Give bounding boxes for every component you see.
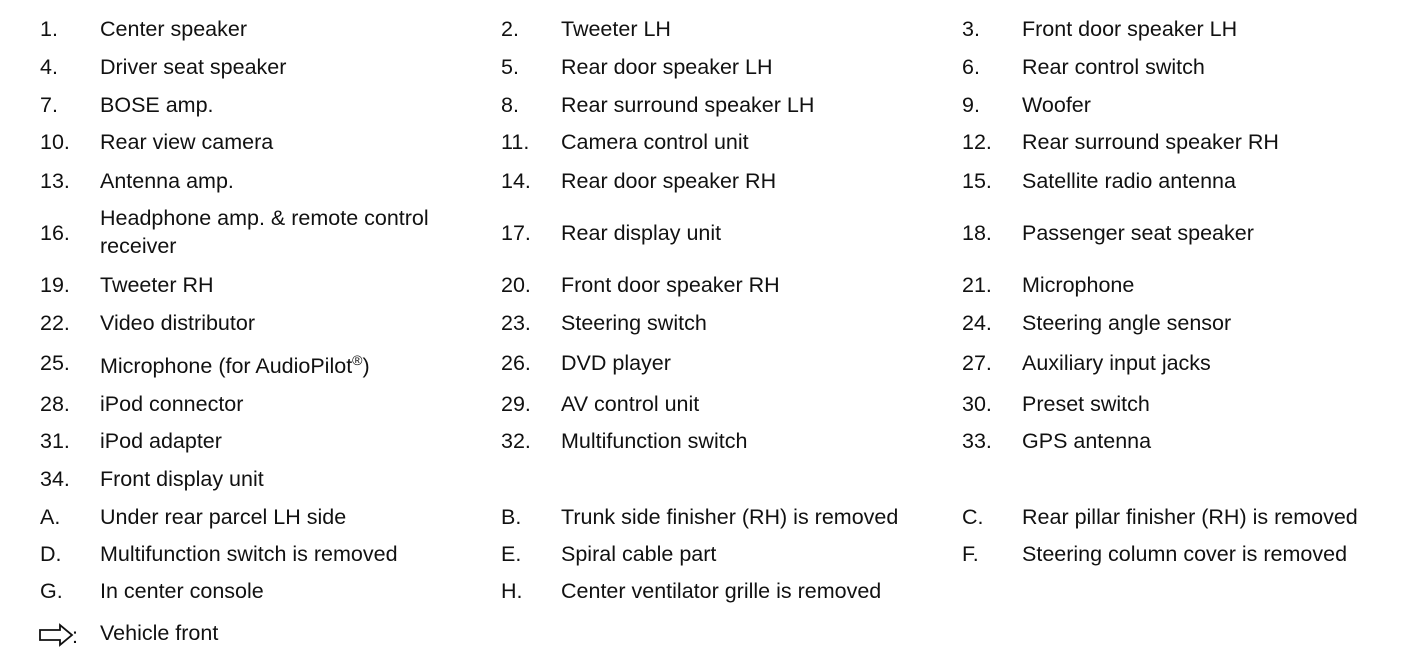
item-number: 25. [40, 351, 70, 375]
item-label: Under rear parcel LH side [100, 505, 347, 529]
item-label: Rear control switch [1022, 55, 1205, 79]
legend-row [0, 576, 1408, 606]
legend-row [0, 14, 1408, 44]
item-number: 4. [40, 55, 58, 79]
item-number: 14. [501, 169, 531, 193]
item-number: 31. [40, 429, 70, 453]
legend-row [0, 426, 1408, 456]
legend-row [0, 389, 1408, 419]
item-label: Trunk side finisher (RH) is removed [561, 505, 899, 529]
legend-item [0, 206, 470, 258]
item-label: Driver seat speaker [100, 55, 287, 79]
legend-item [0, 166, 470, 196]
item-letter: D. [40, 542, 62, 566]
item-number: 7. [40, 93, 58, 117]
legend-item [0, 502, 470, 532]
item-number: 26. [501, 351, 531, 375]
legend-item [0, 127, 470, 157]
legend-item [0, 389, 470, 419]
item-label-text: Microphone (for AudioPilot [100, 354, 353, 378]
legend-item [0, 308, 470, 338]
item-number: 18. [962, 221, 992, 245]
item-number: 33. [962, 429, 992, 453]
item-number: 27. [962, 351, 992, 375]
legend-item [0, 539, 470, 569]
item-label: BOSE amp. [100, 93, 214, 117]
item-number: 16. [40, 221, 70, 245]
item-letter: B. [501, 505, 522, 529]
item-number: 13. [40, 169, 70, 193]
item-label: Rear surround speaker RH [1022, 130, 1279, 154]
item-label: Woofer [1022, 93, 1091, 117]
legend-item [0, 14, 470, 44]
item-label: Auxiliary input jacks [1022, 351, 1211, 375]
item-label: Front display unit [100, 467, 264, 491]
legend-item [0, 426, 470, 456]
item-label-continued: receiver [100, 234, 177, 258]
legend-item [0, 90, 470, 120]
item-number: 29. [501, 392, 531, 416]
legend-row [0, 348, 1408, 378]
item-label: Preset switch [1022, 392, 1150, 416]
vehicle-front-legend [0, 617, 400, 649]
item-label: AV control unit [561, 392, 700, 416]
item-number: 3. [962, 17, 980, 41]
item-label: Passenger seat speaker [1022, 221, 1254, 245]
item-number: 19. [40, 273, 70, 297]
item-number: 30. [962, 392, 992, 416]
registered-mark: ® [352, 351, 363, 368]
legend-item [0, 270, 470, 300]
item-label: Tweeter RH [100, 273, 214, 297]
item-label: Microphone [1022, 273, 1135, 297]
item-letter: E. [501, 542, 522, 566]
item-letter: A. [40, 505, 61, 529]
item-label: iPod adapter [100, 429, 222, 453]
legend-row [0, 502, 1408, 532]
item-number: 22. [40, 311, 70, 335]
item-label: Rear surround speaker LH [561, 93, 815, 117]
item-label: iPod connector [100, 392, 244, 416]
item-label: Center ventilator grille is removed [561, 579, 882, 603]
legend-row [0, 539, 1408, 569]
item-number: 34. [40, 467, 70, 491]
item-letter: G. [40, 579, 63, 603]
item-label: Steering column cover is removed [1022, 542, 1348, 566]
item-label: Camera control unit [561, 130, 749, 154]
item-label: Satellite radio antenna [1022, 169, 1236, 193]
legend-row [0, 308, 1408, 338]
legend-item [0, 576, 470, 606]
item-number: 15. [962, 169, 992, 193]
item-label: Spiral cable part [561, 542, 717, 566]
item-number: 10. [40, 130, 70, 154]
item-label: Rear door speaker RH [561, 169, 777, 193]
item-number: 6. [962, 55, 980, 79]
item-number: 23. [501, 311, 531, 335]
legend-row [0, 166, 1408, 196]
item-number: 5. [501, 55, 519, 79]
vehicle-front-label: Vehicle front [100, 621, 219, 645]
item-number: 28. [40, 392, 70, 416]
item-label: Headphone amp. & remote control [100, 206, 429, 230]
item-label: Multifunction switch is removed [100, 542, 398, 566]
item-number: 11. [501, 130, 530, 154]
item-label: Center speaker [100, 17, 247, 41]
legend-item [0, 464, 470, 494]
item-label: Steering switch [561, 311, 707, 335]
item-label: Video distributor [100, 311, 255, 335]
item-label: Front door speaker LH [1022, 17, 1238, 41]
item-number: 17. [501, 221, 531, 245]
arrow-colon: : [72, 624, 78, 648]
legend-row [0, 127, 1408, 157]
item-label: Steering angle sensor [1022, 311, 1232, 335]
legend-item [0, 52, 470, 82]
item-number: 1. [40, 17, 58, 41]
item-number: 20. [501, 273, 531, 297]
item-label: Rear door speaker LH [561, 55, 773, 79]
legend-row [0, 90, 1408, 120]
item-letter: F. [962, 542, 979, 566]
legend-row [0, 464, 1408, 494]
item-number: 24. [962, 311, 992, 335]
item-label: In center console [100, 579, 264, 603]
item-label: Front door speaker RH [561, 273, 780, 297]
item-number: 9. [962, 93, 980, 117]
item-number: 8. [501, 93, 519, 117]
legend-row [0, 206, 1408, 258]
item-label: DVD player [561, 351, 671, 375]
item-letter: C. [962, 505, 984, 529]
item-label: Rear display unit [561, 221, 722, 245]
item-label: Rear view camera [100, 130, 274, 154]
legend-row [0, 52, 1408, 82]
item-letter: H. [501, 579, 523, 603]
legend-row [0, 270, 1408, 300]
item-label: GPS antenna [1022, 429, 1152, 453]
legend-item [0, 348, 470, 378]
item-number: 21. [962, 273, 992, 297]
item-label: Rear pillar finisher (RH) is removed [1022, 505, 1358, 529]
item-label: Tweeter LH [561, 17, 671, 41]
item-label [100, 351, 370, 381]
item-label: Antenna amp. [100, 169, 234, 193]
item-label-tail: ) [362, 354, 370, 378]
item-number: 32. [501, 429, 531, 453]
item-number: 12. [962, 130, 992, 154]
item-number: 2. [501, 17, 519, 41]
item-label: Multifunction switch [561, 429, 748, 453]
